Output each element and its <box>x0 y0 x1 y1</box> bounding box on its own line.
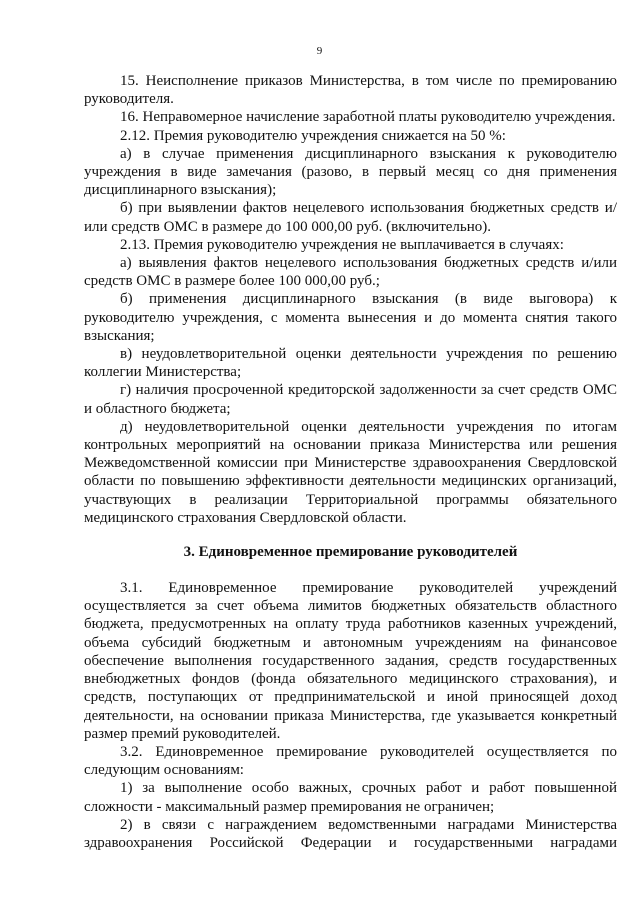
paragraph-3-2: 3.2. Единовременное премирование руководителей осуществляется по следующим основаниям: <box>84 743 617 779</box>
paragraph-2-13-a: а) выявления фактов нецелевого использования бюджетных средств и/или средств ОМС в размере более 100 000,00 руб.; <box>84 255 617 290</box>
paragraph-2-13-v: в) неудовлетворительной оценки деятельности учреждения по решению коллегии Министерства; <box>84 346 617 381</box>
paragraph-3-2-1: 1) за выполнение особо важных, срочных работ и работ повышенной сложности - максимальный размер премирования не ограничен; <box>84 780 617 815</box>
section-heading: 3. Единовременное премирование руководителей <box>183 544 518 561</box>
page-number: 9 <box>316 45 323 57</box>
paragraph-2-13-g: г) наличия просроченной кредиторской задолженности за счет средств ОМС и областного бюджета; <box>84 382 617 417</box>
paragraph-item-15: 15. Неисполнение приказов Министерства, в том числе по премированию руководителя. <box>84 73 617 108</box>
paragraph-2-13-b: б) применения дисциплинарного взыскания (в виде выговора) к руководителю учреждения, с момента вынесения и до момента снятия такого взыскания; <box>84 291 617 344</box>
paragraph-item-16: 16. Неправомерное начисление заработной платы руководителю учреждения. <box>120 109 616 126</box>
document-body <box>84 72 617 852</box>
paragraph-2-13-d: д) неудовлетворительной оценки деятельности учреждения по итогам контрольных мероприятий на основании приказа Министерства или решения Межведомственной комиссии при Министерстве здравоохранения Свердловской области по повышению эффективности деятельности медицинских организаций, участвующих в реализации Территориальной программы обязательного медицинского страхования Свердловской области. <box>84 418 617 526</box>
paragraph-2-12-a: а) в случае применения дисциплинарного взыскания к руководителю учреждения в виде замечания (разово, в первый месяц со дня применения дисциплинарного взыскания); <box>84 145 617 199</box>
paragraph-2-12-b: б) при выявлении фактов нецелевого использования бюджетных средств и/или средств ОМС в размере до 100 000,00 руб. (включительно). <box>84 200 617 235</box>
paragraph-2-12: 2.12. Премия руководителю учреждения снижается на 50 %: <box>120 127 506 144</box>
paragraph-2-13: 2.13. Премия руководителю учреждения не выплачивается в случаях: <box>120 236 564 253</box>
paragraph-3-2-2: 2) в связи с награждением ведомственными наградами Министерства здравоохранения Российской Федерации и государственными наградами <box>84 816 617 851</box>
paragraph-3-1: 3.1. Единовременное премирование руководителей учреждений осуществляется за счет объема лимитов бюджетных обязательств областного бюджета, предусмотренных на оплату труда работников казенных учреждений, объема субсидий бюджетным и автономным учреждениям на финансовое обеспечение выполнения государственного задания, средств государственных внебюджетных фондов (фонда обязательного медицинского страхования), и средств, поступающих от предпринимательской и иной приносящей доход деятельности, на основании приказа Министерства, где указывается конкретный размер премий руководителей. <box>84 580 617 742</box>
